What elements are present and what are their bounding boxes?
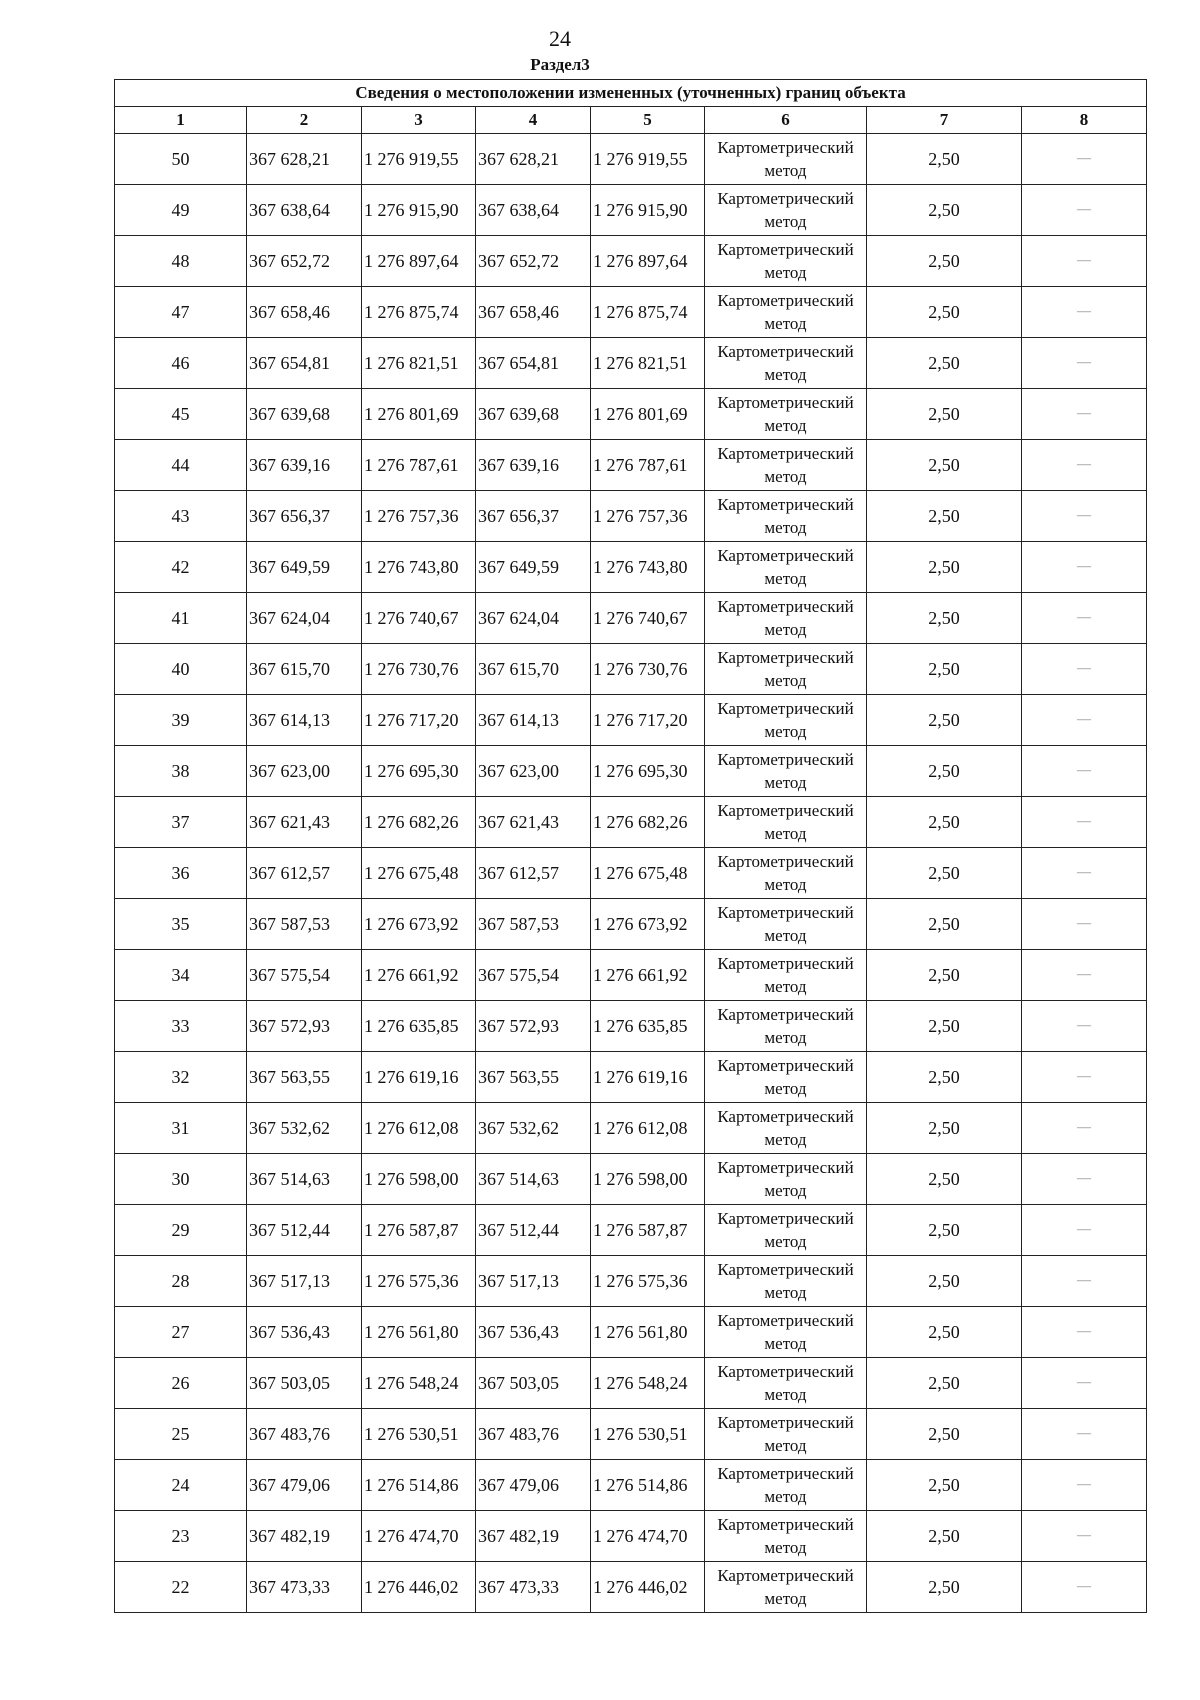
x-new-cell: 367 517,13 xyxy=(476,1256,591,1307)
x-new-cell: 367 482,19 xyxy=(476,1511,591,1562)
point-number-cell: 46 xyxy=(115,338,247,389)
empty-cell: — xyxy=(1022,236,1147,287)
x-old-cell: 367 615,70 xyxy=(247,644,362,695)
accuracy-cell: 2,50 xyxy=(867,1562,1022,1613)
x-old-cell: 367 532,62 xyxy=(247,1103,362,1154)
accuracy-cell: 2,50 xyxy=(867,338,1022,389)
point-number-cell: 44 xyxy=(115,440,247,491)
point-number-cell: 30 xyxy=(115,1154,247,1205)
accuracy-cell: 2,50 xyxy=(867,797,1022,848)
point-number-cell: 22 xyxy=(115,1562,247,1613)
empty-cell: — xyxy=(1022,440,1147,491)
table-row xyxy=(115,746,1147,797)
accuracy-cell: 2,50 xyxy=(867,1103,1022,1154)
method-cell: Картометрический метод xyxy=(705,542,867,593)
point-number-cell: 47 xyxy=(115,287,247,338)
y-new-cell: 1 276 446,02 xyxy=(591,1562,705,1613)
method-cell: Картометрический метод xyxy=(705,746,867,797)
y-new-cell: 1 276 514,86 xyxy=(591,1460,705,1511)
accuracy-cell: 2,50 xyxy=(867,542,1022,593)
empty-cell: — xyxy=(1022,695,1147,746)
y-new-cell: 1 276 548,24 xyxy=(591,1358,705,1409)
point-number-cell: 45 xyxy=(115,389,247,440)
method-cell: Картометрический метод xyxy=(705,1511,867,1562)
point-number-cell: 29 xyxy=(115,1205,247,1256)
table-caption: Сведения о местоположении измененных (уточненных) границ объекта xyxy=(115,80,1147,107)
x-old-cell: 367 621,43 xyxy=(247,797,362,848)
y-old-cell: 1 276 612,08 xyxy=(362,1103,476,1154)
column-header: 8 xyxy=(1022,107,1147,134)
accuracy-cell: 2,50 xyxy=(867,1205,1022,1256)
x-new-cell: 367 587,53 xyxy=(476,899,591,950)
x-old-cell: 367 639,68 xyxy=(247,389,362,440)
table-row xyxy=(115,899,1147,950)
x-new-cell: 367 532,62 xyxy=(476,1103,591,1154)
empty-cell: — xyxy=(1022,338,1147,389)
x-old-cell: 367 623,00 xyxy=(247,746,362,797)
point-number-cell: 32 xyxy=(115,1052,247,1103)
y-new-cell: 1 276 587,87 xyxy=(591,1205,705,1256)
accuracy-cell: 2,50 xyxy=(867,1460,1022,1511)
y-old-cell: 1 276 675,48 xyxy=(362,848,476,899)
x-new-cell: 367 615,70 xyxy=(476,644,591,695)
table-row xyxy=(115,1511,1147,1562)
x-new-cell: 367 628,21 xyxy=(476,134,591,185)
accuracy-cell: 2,50 xyxy=(867,1001,1022,1052)
empty-cell: — xyxy=(1022,746,1147,797)
y-new-cell: 1 276 730,76 xyxy=(591,644,705,695)
x-new-cell: 367 473,33 xyxy=(476,1562,591,1613)
empty-cell: — xyxy=(1022,1460,1147,1511)
point-number-cell: 36 xyxy=(115,848,247,899)
table-row xyxy=(115,848,1147,899)
table-body xyxy=(115,134,1147,1613)
accuracy-cell: 2,50 xyxy=(867,134,1022,185)
x-old-cell: 367 587,53 xyxy=(247,899,362,950)
empty-cell: — xyxy=(1022,1307,1147,1358)
point-number-cell: 41 xyxy=(115,593,247,644)
method-cell: Картометрический метод xyxy=(705,1307,867,1358)
x-new-cell: 367 512,44 xyxy=(476,1205,591,1256)
empty-cell: — xyxy=(1022,1409,1147,1460)
x-new-cell: 367 623,00 xyxy=(476,746,591,797)
table-row xyxy=(115,134,1147,185)
x-old-cell: 367 638,64 xyxy=(247,185,362,236)
table-row xyxy=(115,542,1147,593)
empty-cell: — xyxy=(1022,1052,1147,1103)
x-new-cell: 367 649,59 xyxy=(476,542,591,593)
table-row xyxy=(115,695,1147,746)
empty-cell: — xyxy=(1022,185,1147,236)
method-cell: Картометрический метод xyxy=(705,185,867,236)
empty-cell: — xyxy=(1022,950,1147,1001)
point-number-cell: 50 xyxy=(115,134,247,185)
y-new-cell: 1 276 635,85 xyxy=(591,1001,705,1052)
x-old-cell: 367 612,57 xyxy=(247,848,362,899)
method-cell: Картометрический метод xyxy=(705,134,867,185)
table-row xyxy=(115,950,1147,1001)
method-cell: Картометрический метод xyxy=(705,593,867,644)
y-old-cell: 1 276 743,80 xyxy=(362,542,476,593)
empty-cell: — xyxy=(1022,1001,1147,1052)
point-number-cell: 34 xyxy=(115,950,247,1001)
x-new-cell: 367 575,54 xyxy=(476,950,591,1001)
accuracy-cell: 2,50 xyxy=(867,185,1022,236)
table-row xyxy=(115,338,1147,389)
x-old-cell: 367 503,05 xyxy=(247,1358,362,1409)
point-number-cell: 40 xyxy=(115,644,247,695)
page-number: 24 xyxy=(549,26,571,51)
method-cell: Картометрический метод xyxy=(705,797,867,848)
method-cell: Картометрический метод xyxy=(705,440,867,491)
x-old-cell: 367 639,16 xyxy=(247,440,362,491)
column-header: 7 xyxy=(867,107,1022,134)
point-number-cell: 27 xyxy=(115,1307,247,1358)
y-old-cell: 1 276 514,86 xyxy=(362,1460,476,1511)
y-old-cell: 1 276 619,16 xyxy=(362,1052,476,1103)
y-old-cell: 1 276 897,64 xyxy=(362,236,476,287)
x-old-cell: 367 654,81 xyxy=(247,338,362,389)
point-number-cell: 26 xyxy=(115,1358,247,1409)
point-number-cell: 25 xyxy=(115,1409,247,1460)
table-row xyxy=(115,1103,1147,1154)
x-new-cell: 367 639,16 xyxy=(476,440,591,491)
accuracy-cell: 2,50 xyxy=(867,644,1022,695)
y-new-cell: 1 276 612,08 xyxy=(591,1103,705,1154)
y-old-cell: 1 276 915,90 xyxy=(362,185,476,236)
empty-cell: — xyxy=(1022,1154,1147,1205)
accuracy-cell: 2,50 xyxy=(867,491,1022,542)
x-new-cell: 367 652,72 xyxy=(476,236,591,287)
x-old-cell: 367 563,55 xyxy=(247,1052,362,1103)
y-old-cell: 1 276 875,74 xyxy=(362,287,476,338)
accuracy-cell: 2,50 xyxy=(867,848,1022,899)
method-cell: Картометрический метод xyxy=(705,1154,867,1205)
y-old-cell: 1 276 801,69 xyxy=(362,389,476,440)
table-row xyxy=(115,1154,1147,1205)
accuracy-cell: 2,50 xyxy=(867,389,1022,440)
x-old-cell: 367 514,63 xyxy=(247,1154,362,1205)
method-cell: Картометрический метод xyxy=(705,389,867,440)
point-number-cell: 48 xyxy=(115,236,247,287)
x-new-cell: 367 658,46 xyxy=(476,287,591,338)
empty-cell: — xyxy=(1022,899,1147,950)
empty-cell: — xyxy=(1022,491,1147,542)
x-old-cell: 367 658,46 xyxy=(247,287,362,338)
x-old-cell: 367 479,06 xyxy=(247,1460,362,1511)
x-new-cell: 367 479,06 xyxy=(476,1460,591,1511)
method-cell: Картометрический метод xyxy=(705,899,867,950)
y-new-cell: 1 276 743,80 xyxy=(591,542,705,593)
column-header: 5 xyxy=(591,107,705,134)
column-header: 1 xyxy=(115,107,247,134)
y-old-cell: 1 276 821,51 xyxy=(362,338,476,389)
y-old-cell: 1 276 661,92 xyxy=(362,950,476,1001)
method-cell: Картометрический метод xyxy=(705,1562,867,1613)
method-cell: Картометрический метод xyxy=(705,1103,867,1154)
y-old-cell: 1 276 919,55 xyxy=(362,134,476,185)
x-new-cell: 367 654,81 xyxy=(476,338,591,389)
point-number-cell: 38 xyxy=(115,746,247,797)
empty-cell: — xyxy=(1022,1205,1147,1256)
y-old-cell: 1 276 548,24 xyxy=(362,1358,476,1409)
y-new-cell: 1 276 561,80 xyxy=(591,1307,705,1358)
y-new-cell: 1 276 740,67 xyxy=(591,593,705,644)
point-number-cell: 39 xyxy=(115,695,247,746)
y-new-cell: 1 276 675,48 xyxy=(591,848,705,899)
method-cell: Картометрический метод xyxy=(705,338,867,389)
method-cell: Картометрический метод xyxy=(705,1460,867,1511)
method-cell: Картометрический метод xyxy=(705,1358,867,1409)
method-cell: Картометрический метод xyxy=(705,644,867,695)
x-new-cell: 367 563,55 xyxy=(476,1052,591,1103)
x-new-cell: 367 656,37 xyxy=(476,491,591,542)
table-row xyxy=(115,1307,1147,1358)
empty-cell: — xyxy=(1022,1511,1147,1562)
x-old-cell: 367 628,21 xyxy=(247,134,362,185)
method-cell: Картометрический метод xyxy=(705,1205,867,1256)
y-old-cell: 1 276 530,51 xyxy=(362,1409,476,1460)
table-row xyxy=(115,797,1147,848)
method-cell: Картометрический метод xyxy=(705,1052,867,1103)
point-number-cell: 49 xyxy=(115,185,247,236)
x-new-cell: 367 536,43 xyxy=(476,1307,591,1358)
method-cell: Картометрический метод xyxy=(705,1001,867,1052)
table-header-row xyxy=(115,107,1147,134)
x-old-cell: 367 473,33 xyxy=(247,1562,362,1613)
accuracy-cell: 2,50 xyxy=(867,1154,1022,1205)
y-new-cell: 1 276 661,92 xyxy=(591,950,705,1001)
empty-cell: — xyxy=(1022,1358,1147,1409)
method-cell: Картометрический метод xyxy=(705,1256,867,1307)
x-new-cell: 367 572,93 xyxy=(476,1001,591,1052)
x-old-cell: 367 656,37 xyxy=(247,491,362,542)
table-row xyxy=(115,1001,1147,1052)
y-old-cell: 1 276 575,36 xyxy=(362,1256,476,1307)
accuracy-cell: 2,50 xyxy=(867,899,1022,950)
accuracy-cell: 2,50 xyxy=(867,236,1022,287)
y-old-cell: 1 276 474,70 xyxy=(362,1511,476,1562)
point-number-cell: 31 xyxy=(115,1103,247,1154)
y-old-cell: 1 276 561,80 xyxy=(362,1307,476,1358)
x-old-cell: 367 575,54 xyxy=(247,950,362,1001)
empty-cell: — xyxy=(1022,1103,1147,1154)
point-number-cell: 23 xyxy=(115,1511,247,1562)
y-old-cell: 1 276 695,30 xyxy=(362,746,476,797)
table-row xyxy=(115,1358,1147,1409)
y-new-cell: 1 276 474,70 xyxy=(591,1511,705,1562)
y-new-cell: 1 276 787,61 xyxy=(591,440,705,491)
empty-cell: — xyxy=(1022,593,1147,644)
y-new-cell: 1 276 695,30 xyxy=(591,746,705,797)
x-old-cell: 367 624,04 xyxy=(247,593,362,644)
y-new-cell: 1 276 682,26 xyxy=(591,797,705,848)
table-row xyxy=(115,389,1147,440)
y-new-cell: 1 276 915,90 xyxy=(591,185,705,236)
y-old-cell: 1 276 730,76 xyxy=(362,644,476,695)
y-new-cell: 1 276 673,92 xyxy=(591,899,705,950)
x-new-cell: 367 514,63 xyxy=(476,1154,591,1205)
accuracy-cell: 2,50 xyxy=(867,1511,1022,1562)
empty-cell: — xyxy=(1022,1562,1147,1613)
y-new-cell: 1 276 717,20 xyxy=(591,695,705,746)
empty-cell: — xyxy=(1022,134,1147,185)
accuracy-cell: 2,50 xyxy=(867,1409,1022,1460)
section-title: Раздел3 xyxy=(530,55,590,74)
y-new-cell: 1 276 821,51 xyxy=(591,338,705,389)
y-old-cell: 1 276 587,87 xyxy=(362,1205,476,1256)
table-row xyxy=(115,287,1147,338)
accuracy-cell: 2,50 xyxy=(867,593,1022,644)
x-new-cell: 367 638,64 xyxy=(476,185,591,236)
y-old-cell: 1 276 673,92 xyxy=(362,899,476,950)
x-old-cell: 367 652,72 xyxy=(247,236,362,287)
table-row xyxy=(115,1460,1147,1511)
y-new-cell: 1 276 897,64 xyxy=(591,236,705,287)
accuracy-cell: 2,50 xyxy=(867,1358,1022,1409)
x-old-cell: 367 482,19 xyxy=(247,1511,362,1562)
point-number-cell: 37 xyxy=(115,797,247,848)
method-cell: Картометрический метод xyxy=(705,287,867,338)
x-old-cell: 367 517,13 xyxy=(247,1256,362,1307)
y-new-cell: 1 276 530,51 xyxy=(591,1409,705,1460)
table-row xyxy=(115,1409,1147,1460)
y-old-cell: 1 276 717,20 xyxy=(362,695,476,746)
method-cell: Картометрический метод xyxy=(705,950,867,1001)
table-row xyxy=(115,644,1147,695)
empty-cell: — xyxy=(1022,542,1147,593)
y-old-cell: 1 276 598,00 xyxy=(362,1154,476,1205)
table-row xyxy=(115,1256,1147,1307)
empty-cell: — xyxy=(1022,797,1147,848)
empty-cell: — xyxy=(1022,287,1147,338)
point-number-cell: 42 xyxy=(115,542,247,593)
y-old-cell: 1 276 635,85 xyxy=(362,1001,476,1052)
y-old-cell: 1 276 682,26 xyxy=(362,797,476,848)
boundary-coordinates-table xyxy=(114,79,1147,1613)
x-new-cell: 367 639,68 xyxy=(476,389,591,440)
point-number-cell: 35 xyxy=(115,899,247,950)
y-new-cell: 1 276 575,36 xyxy=(591,1256,705,1307)
y-old-cell: 1 276 740,67 xyxy=(362,593,476,644)
empty-cell: — xyxy=(1022,848,1147,899)
accuracy-cell: 2,50 xyxy=(867,440,1022,491)
column-header: 4 xyxy=(476,107,591,134)
y-old-cell: 1 276 787,61 xyxy=(362,440,476,491)
x-new-cell: 367 624,04 xyxy=(476,593,591,644)
x-new-cell: 367 621,43 xyxy=(476,797,591,848)
table-row xyxy=(115,593,1147,644)
method-cell: Картометрический метод xyxy=(705,695,867,746)
accuracy-cell: 2,50 xyxy=(867,1307,1022,1358)
accuracy-cell: 2,50 xyxy=(867,287,1022,338)
column-header: 2 xyxy=(247,107,362,134)
accuracy-cell: 2,50 xyxy=(867,1052,1022,1103)
x-new-cell: 367 503,05 xyxy=(476,1358,591,1409)
table-row xyxy=(115,236,1147,287)
point-number-cell: 28 xyxy=(115,1256,247,1307)
x-old-cell: 367 649,59 xyxy=(247,542,362,593)
empty-cell: — xyxy=(1022,644,1147,695)
accuracy-cell: 2,50 xyxy=(867,746,1022,797)
accuracy-cell: 2,50 xyxy=(867,950,1022,1001)
y-old-cell: 1 276 757,36 xyxy=(362,491,476,542)
table-row xyxy=(115,1205,1147,1256)
table-row xyxy=(115,491,1147,542)
table-caption-row xyxy=(115,80,1147,107)
method-cell: Картометрический метод xyxy=(705,236,867,287)
empty-cell: — xyxy=(1022,1256,1147,1307)
x-old-cell: 367 512,44 xyxy=(247,1205,362,1256)
column-header: 6 xyxy=(705,107,867,134)
table-row xyxy=(115,1052,1147,1103)
x-old-cell: 367 483,76 xyxy=(247,1409,362,1460)
y-new-cell: 1 276 757,36 xyxy=(591,491,705,542)
point-number-cell: 24 xyxy=(115,1460,247,1511)
method-cell: Картометрический метод xyxy=(705,1409,867,1460)
x-new-cell: 367 612,57 xyxy=(476,848,591,899)
accuracy-cell: 2,50 xyxy=(867,1256,1022,1307)
point-number-cell: 33 xyxy=(115,1001,247,1052)
y-new-cell: 1 276 801,69 xyxy=(591,389,705,440)
table-row xyxy=(115,440,1147,491)
y-old-cell: 1 276 446,02 xyxy=(362,1562,476,1613)
y-new-cell: 1 276 919,55 xyxy=(591,134,705,185)
table-row xyxy=(115,1562,1147,1613)
table-row xyxy=(115,185,1147,236)
accuracy-cell: 2,50 xyxy=(867,695,1022,746)
x-new-cell: 367 614,13 xyxy=(476,695,591,746)
x-old-cell: 367 614,13 xyxy=(247,695,362,746)
y-new-cell: 1 276 598,00 xyxy=(591,1154,705,1205)
x-new-cell: 367 483,76 xyxy=(476,1409,591,1460)
x-old-cell: 367 536,43 xyxy=(247,1307,362,1358)
empty-cell: — xyxy=(1022,389,1147,440)
x-old-cell: 367 572,93 xyxy=(247,1001,362,1052)
point-number-cell: 43 xyxy=(115,491,247,542)
y-new-cell: 1 276 875,74 xyxy=(591,287,705,338)
y-new-cell: 1 276 619,16 xyxy=(591,1052,705,1103)
column-header: 3 xyxy=(362,107,476,134)
method-cell: Картометрический метод xyxy=(705,848,867,899)
method-cell: Картометрический метод xyxy=(705,491,867,542)
